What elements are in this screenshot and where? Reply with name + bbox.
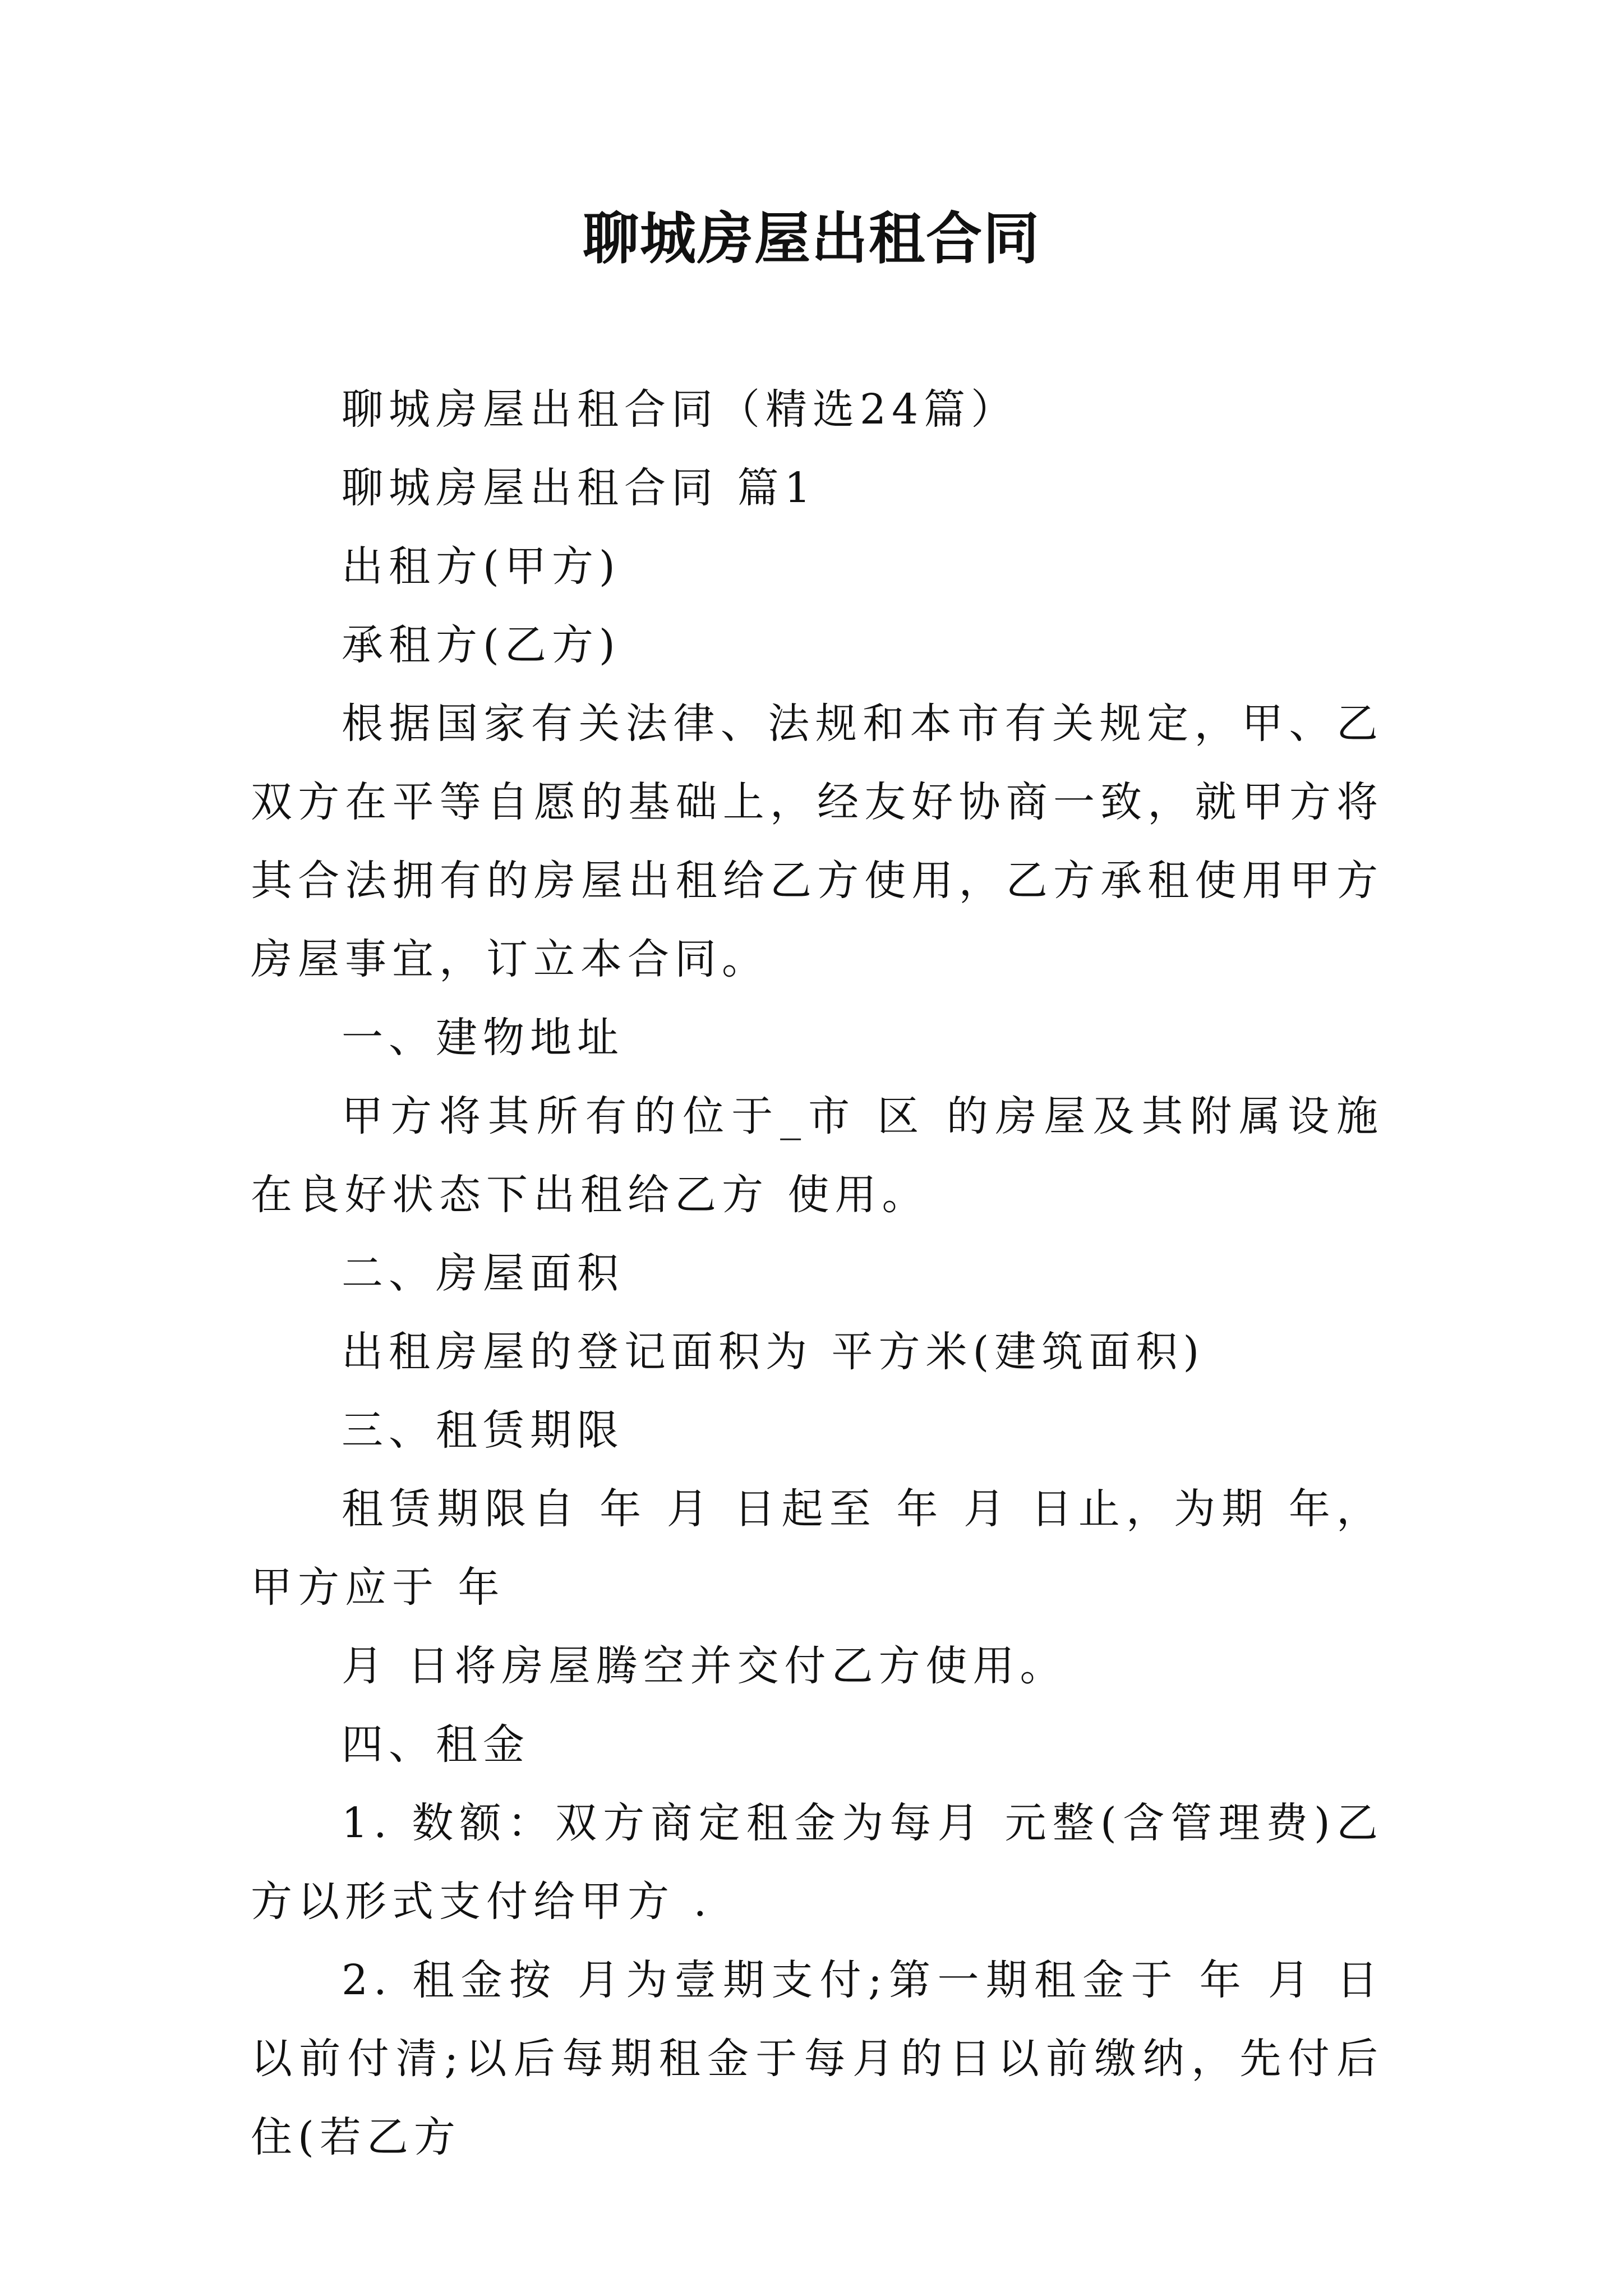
clause-body-term: 租赁期限自 年 月 日起至 年 月 日止，为期 年，甲方应于 年 bbox=[251, 1485, 1384, 1612]
clause-heading-address: 一、建物地址 bbox=[342, 1014, 624, 1062]
party-lessee: 承租方(乙方) bbox=[342, 621, 621, 669]
preamble-paragraph: 根据国家有关法律、法规和本市有关规定，甲、乙双方在平等自愿的基础上，经友好协商一致，就甲方将其合法拥有的房屋出租给乙方使用，乙方承租使用甲方房屋事宜，订立本合同。 bbox=[251, 700, 1384, 983]
clause-rent-item-1: 1. 数额：双方商定租金为每月 元整(含管理费)乙方以形式支付给甲方 . bbox=[251, 1799, 1384, 1926]
document-title: 聊城房屋出租合同 bbox=[583, 205, 1040, 272]
clause-body-area: 出租房屋的登记面积为 平方米(建筑面积) bbox=[342, 1328, 1205, 1376]
document-body bbox=[251, 370, 1384, 2177]
subtitle-line: 聊城房屋出租合同（精选24篇） bbox=[342, 385, 1018, 434]
clause-body-address: 甲方将其所有的位于_市 区 的房屋及其附属设施在良好状态下出租给乙方 使用。 bbox=[251, 1092, 1384, 1219]
section-heading: 聊城房屋出租合同 篇1 bbox=[342, 464, 817, 512]
party-lessor: 出租方(甲方) bbox=[342, 542, 621, 591]
clause-heading-area: 二、房屋面积 bbox=[342, 1249, 624, 1297]
clause-rent-item-2: 2. 租金按 月为壹期支付;第一期租金于 年 月 日以前付清;以后每期租金于每月的日以前缴纳，先付后住(若乙方 bbox=[251, 1956, 1384, 2161]
clause-heading-rent: 四、租金 bbox=[342, 1720, 530, 1769]
clause-body-term-continued: 月 日将房屋腾空并交付乙方使用。 bbox=[342, 1642, 1067, 1690]
clause-heading-term: 三、租赁期限 bbox=[342, 1406, 624, 1455]
